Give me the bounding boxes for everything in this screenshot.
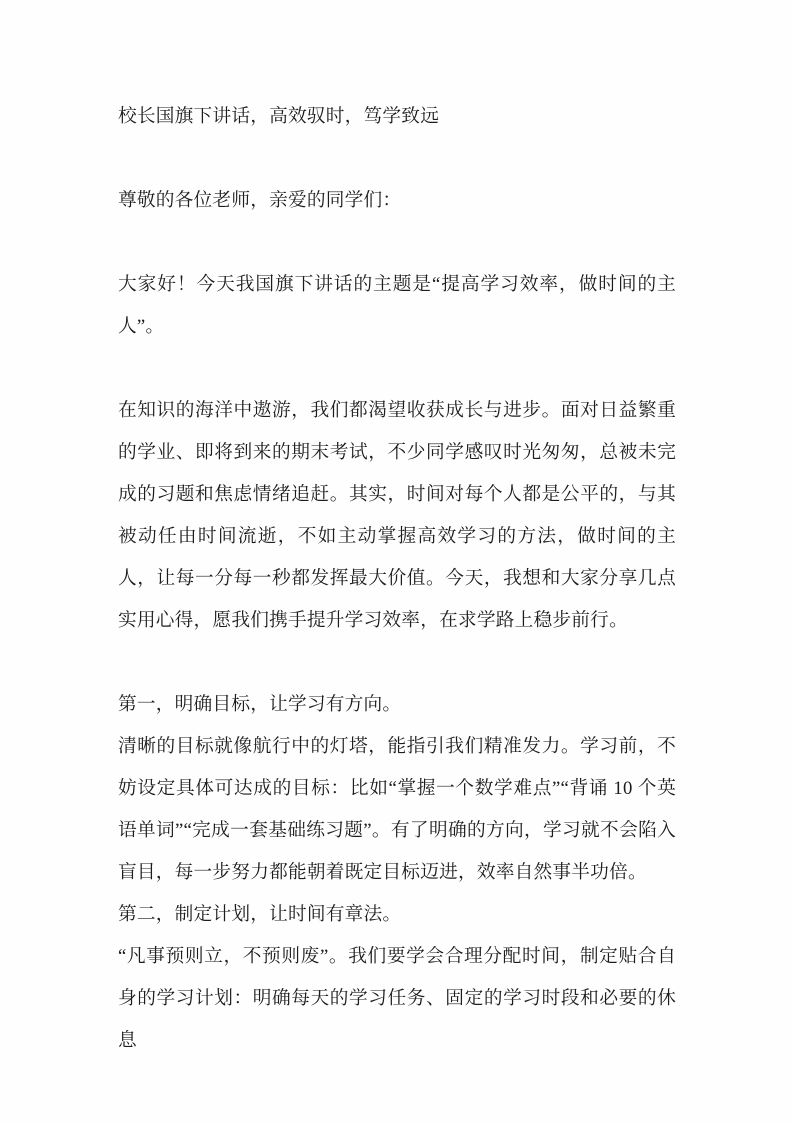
- section-2-body: “凡事预则立，不预则废”。我们要学会合理分配时间，制定贴合自身的学习计划：明确每天的学习任务、固定的学习时段和必要的休息: [118, 946, 676, 1051]
- section-2-heading: 第二，制定计划，让时间有章法。: [118, 904, 402, 925]
- section-1-body: 清晰的目标就像航行中的灯塔，能指引我们精准发力。学习前，不妨设定具体可达成的目标：比如“掌握一个数学难点”“背诵 10 个英语单词”“完成一套基础练习题”。有了明确的方向，学习就不会陷入盲目，每一步努力都能朝着既定目标迈进，效率自然事半功倍。: [118, 736, 676, 883]
- intro-paragraph: 在知识的海洋中遨游，我们都渴望收获成长与进步。面对日益繁重的学业、即将到来的期末考试，不少同学感叹时光匆匆，总被未完成的习题和焦虑情绪追赶。其实，时间对每个人都是公平的，与其被动任由时间流逝，不如主动掌握高效学习的方法，做时间的主人，让每一分每一秒都发挥最大价值。今天，我想和大家分享几点实用心得，愿我们携手提升学习效率，在求学路上稳步前行。: [118, 400, 676, 631]
- document-title: 校长国旗下讲话，高效驭时，笃学致远: [118, 106, 440, 127]
- salutation: 尊敬的各位老师，亲爱的同学们：: [118, 190, 402, 211]
- section-1: [118, 684, 676, 894]
- opening-paragraph: 大家好！今天我国旗下讲话的主题是“提高学习效率，做时间的主人”。: [118, 274, 676, 337]
- section-2: [118, 894, 676, 1062]
- section-1-heading: 第一，明确目标，让学习有方向。: [118, 694, 402, 715]
